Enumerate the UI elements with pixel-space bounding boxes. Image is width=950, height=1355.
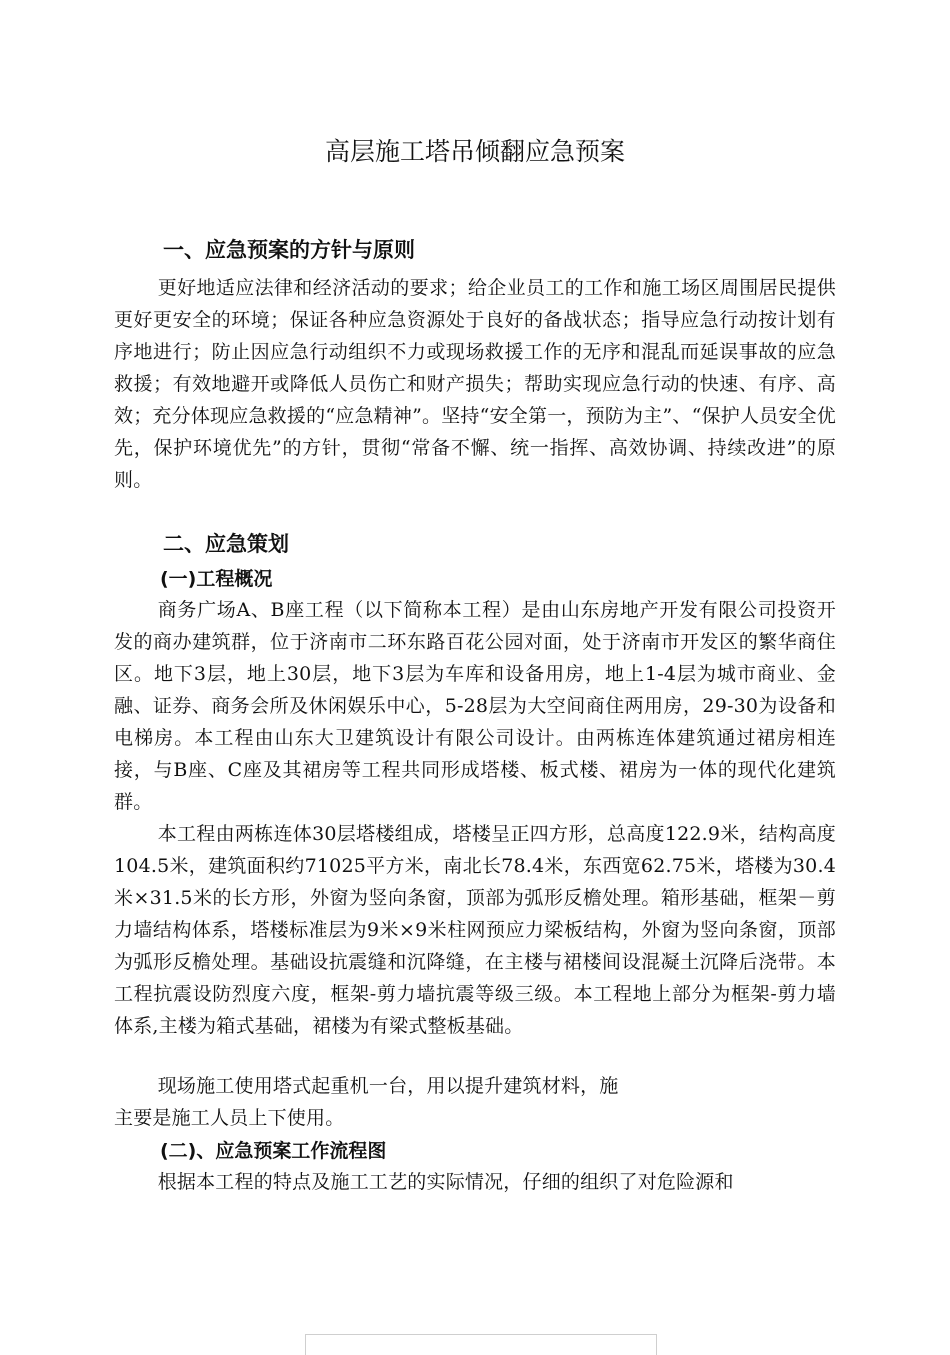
paragraph-workflow: 根据本工程的特点及施工工艺的实际情况，仔细的组织了对危险源和 <box>157 1171 734 1193</box>
paragraph-overview-3-line2: 主要是施工人员上下使用。 <box>114 1107 345 1129</box>
section-heading-principles: 一、应急预案的方针与原则 <box>163 238 415 262</box>
footer-frame <box>305 1334 657 1355</box>
paragraph-overview-3-line1: 现场施工使用塔式起重机一台，用以提升建筑材料，施 <box>157 1075 619 1097</box>
section-heading-planning: 二、应急策划 <box>163 532 289 556</box>
paragraph-overview-1: 商务广场A、B座工程（以下简称本工程）是由山东房地产开发有限公司投资开发的商办建筑群，位于济南市二环东路百花公园对面，处于济南市开发区的繁华商住区。地下3层，地上30层，地下3层为车库和设备用房，地上1-4层为城市商业、金融、证券、商务会所及休闲娱乐中心，5-28层为大空间商住两用房，29-30为设备和电梯房。本工程由山东大卫建筑设计有限公司设计。由两栋连体建筑通过裙房相连接，与B座、C座及其裙房等工程共同形成塔楼、板式楼、裙房为一体的现代化建筑群。 <box>114 599 836 813</box>
subsection-heading-overview: (一)工程概况 <box>160 568 273 590</box>
subsection-heading-workflow: (二)、应急预案工作流程图 <box>160 1140 387 1162</box>
paragraph-principles: 更好地适应法律和经济活动的要求；给企业员工的工作和施工场区周围居民提供更好更安全的环境；保证各种应急资源处于良好的备战状态；指导应急行动按计划有序地进行；防止因应急行动组织不力或现场救援工作的无序和混乱而延误事故的应急救援；有效地避开或降低人员伤亡和财产损失；帮助实现应急行动的快速、有序、高效；充分体现应急救援的“应急精神”。坚持“安全第一，预防为主”、“保护人员安全优先，保护环境优先”的方针，贯彻“常备不懈、统一指挥、高效协调、持续改进”的原则。 <box>114 277 836 491</box>
paragraph-overview-2: 本工程由两栋连体30层塔楼组成，塔楼呈正四方形，总高度122.9米，结构高度104.5米，建筑面积约71025平方米，南北长78.4米，东西宽62.75米，塔楼为30.4米×31.5米的长方形，外窗为竖向条窗，顶部为弧形反檐处理。箱形基础，框架－剪力墙结构体系，塔楼标准层为9米×9米柱网预应力梁板结构，外窗为竖向条窗，顶部为弧形反檐处理。基础设抗震缝和沉降缝，在主楼与裙楼间设混凝土沉降后浇带。本工程抗震设防烈度六度，框架-剪力墙抗震等级三级。本工程地上部分为框架-剪力墙体系,主楼为箱式基础，裙楼为有梁式整板基础。 <box>114 823 836 1037</box>
document-title: 高层施工塔吊倾翻应急预案 <box>324 137 625 166</box>
